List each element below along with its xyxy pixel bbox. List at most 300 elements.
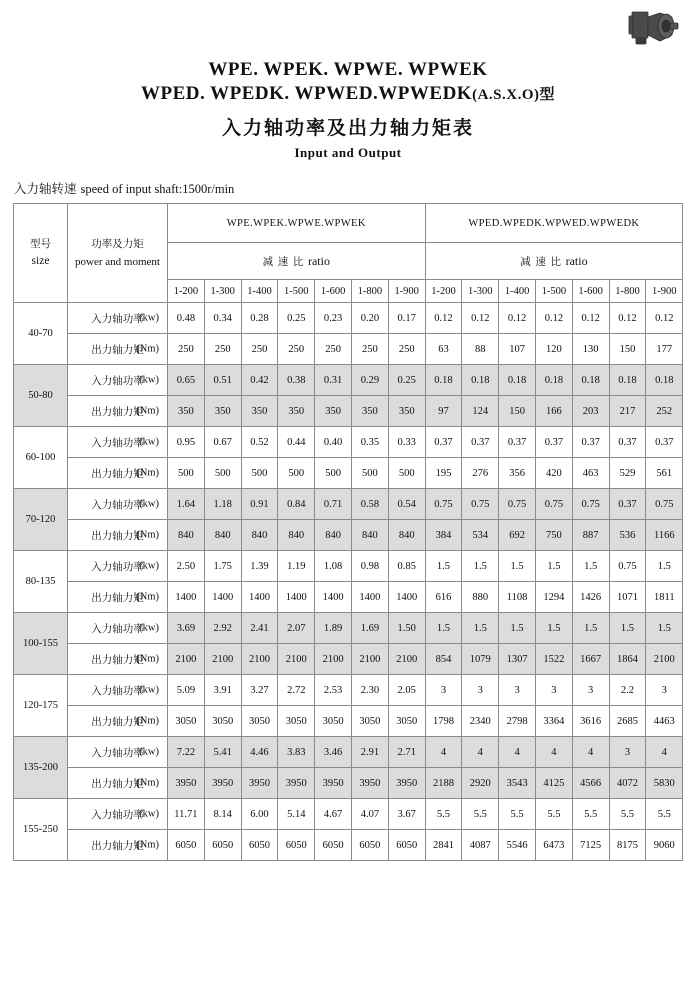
cell-moment-100-155-3: 2100 xyxy=(278,644,315,675)
row-label-output-moment-text: 出力轴力矩 xyxy=(91,406,144,418)
input-speed-label-cn: 入力轴转速 xyxy=(14,181,77,196)
cell-moment-40-70-4: 250 xyxy=(315,334,352,365)
cell-power-120-175-7: 3 xyxy=(425,675,462,706)
cell-power-120-175-12: 2.2 xyxy=(609,675,646,706)
table-row xyxy=(14,799,683,830)
cell-power-100-155-1: 2.92 xyxy=(204,613,241,644)
header-pm-en: power and moment xyxy=(75,255,160,268)
table-row xyxy=(14,644,683,675)
cell-moment-120-175-11: 3616 xyxy=(572,706,609,737)
header-pm-cn: 功率及力矩 xyxy=(91,238,144,250)
cell-moment-50-80-3: 350 xyxy=(278,396,315,427)
page-title-en: Input and Output xyxy=(294,145,402,160)
cell-moment-100-155-4: 2100 xyxy=(315,644,352,675)
cell-power-120-175-8: 3 xyxy=(462,675,499,706)
cell-moment-60-100-6: 500 xyxy=(388,458,425,489)
cell-power-60-100-4: 0.40 xyxy=(315,427,352,458)
ratio-right-6: 1-900 xyxy=(646,280,683,303)
cell-power-70-120-8: 0.75 xyxy=(462,489,499,520)
ratio-left-6: 1-900 xyxy=(388,280,425,303)
cell-moment-135-200-2: 3950 xyxy=(241,768,278,799)
cell-power-120-175-13: 3 xyxy=(646,675,683,706)
cell-moment-80-135-0: 1400 xyxy=(168,582,205,613)
cell-power-80-135-9: 1.5 xyxy=(499,551,536,582)
cell-moment-135-200-3: 3950 xyxy=(278,768,315,799)
cell-moment-100-155-2: 2100 xyxy=(241,644,278,675)
cell-power-80-135-13: 1.5 xyxy=(646,551,683,582)
ratio-right-0: 1-200 xyxy=(425,280,462,303)
cell-power-70-120-6: 0.54 xyxy=(388,489,425,520)
cell-moment-155-250-2: 6050 xyxy=(241,830,278,861)
row-size-50-80: 50-80 xyxy=(14,365,68,427)
cell-power-80-135-1: 1.75 xyxy=(204,551,241,582)
table-row xyxy=(14,582,683,613)
cell-moment-135-200-10: 4125 xyxy=(535,768,572,799)
cell-power-50-80-2: 0.42 xyxy=(241,365,278,396)
cell-power-70-120-1: 1.18 xyxy=(204,489,241,520)
unit-kw: (kw) xyxy=(139,498,159,510)
cell-power-60-100-0: 0.95 xyxy=(168,427,205,458)
cell-moment-50-80-6: 350 xyxy=(388,396,425,427)
cell-moment-40-70-13: 177 xyxy=(646,334,683,365)
cell-moment-50-80-8: 124 xyxy=(462,396,499,427)
row-size-80-135: 80-135 xyxy=(14,551,68,613)
header-size-cn: 型号 xyxy=(30,239,51,250)
row-label-input-power xyxy=(68,427,168,458)
cell-moment-135-200-11: 4566 xyxy=(572,768,609,799)
table-row xyxy=(14,303,683,334)
cell-moment-50-80-10: 166 xyxy=(535,396,572,427)
cell-moment-60-100-3: 500 xyxy=(278,458,315,489)
cell-moment-60-100-0: 500 xyxy=(168,458,205,489)
cell-moment-60-100-7: 195 xyxy=(425,458,462,489)
cell-moment-100-155-12: 1864 xyxy=(609,644,646,675)
cell-moment-80-135-1: 1400 xyxy=(204,582,241,613)
cell-moment-40-70-1: 250 xyxy=(204,334,241,365)
cell-moment-50-80-7: 97 xyxy=(425,396,462,427)
cell-moment-155-250-11: 7125 xyxy=(572,830,609,861)
cell-power-135-200-13: 4 xyxy=(646,737,683,768)
cell-moment-135-200-1: 3950 xyxy=(204,768,241,799)
cell-moment-155-250-0: 6050 xyxy=(168,830,205,861)
cell-power-70-120-7: 0.75 xyxy=(425,489,462,520)
cell-power-135-200-11: 4 xyxy=(572,737,609,768)
cell-power-155-250-8: 5.5 xyxy=(462,799,499,830)
cell-moment-40-70-6: 250 xyxy=(388,334,425,365)
cell-power-70-120-2: 0.91 xyxy=(241,489,278,520)
header-ratio-right-en: ratio xyxy=(565,253,588,268)
cell-power-40-70-3: 0.25 xyxy=(278,303,315,334)
cell-moment-60-100-11: 463 xyxy=(572,458,609,489)
cell-power-80-135-0: 2.50 xyxy=(168,551,205,582)
ratio-right-5: 1-800 xyxy=(609,280,646,303)
cell-power-50-80-7: 0.18 xyxy=(425,365,462,396)
cell-power-135-200-1: 5.41 xyxy=(204,737,241,768)
cell-moment-135-200-12: 4072 xyxy=(609,768,646,799)
cell-power-100-155-12: 1.5 xyxy=(609,613,646,644)
cell-moment-155-250-10: 6473 xyxy=(535,830,572,861)
cell-power-120-175-10: 3 xyxy=(535,675,572,706)
cell-power-40-70-4: 0.23 xyxy=(315,303,352,334)
cell-moment-40-70-10: 120 xyxy=(535,334,572,365)
cell-moment-100-155-13: 2100 xyxy=(646,644,683,675)
cell-moment-40-70-3: 250 xyxy=(278,334,315,365)
ratio-right-2: 1-400 xyxy=(499,280,536,303)
cell-power-50-80-10: 0.18 xyxy=(535,365,572,396)
cell-power-100-155-8: 1.5 xyxy=(462,613,499,644)
table-row xyxy=(14,675,683,706)
page-title-cn: 入力轴功率及出力轴力矩表 xyxy=(221,117,474,139)
cell-power-135-200-10: 4 xyxy=(535,737,572,768)
cell-power-40-70-12: 0.12 xyxy=(609,303,646,334)
row-label-input-power xyxy=(68,613,168,644)
row-label-input-power-text: 入力轴功率 xyxy=(91,561,144,573)
cell-power-60-100-3: 0.44 xyxy=(278,427,315,458)
cell-power-80-135-12: 0.75 xyxy=(609,551,646,582)
cell-moment-80-135-8: 880 xyxy=(462,582,499,613)
ratio-left-4: 1-600 xyxy=(315,280,352,303)
unit-nm: (Nm) xyxy=(136,591,159,603)
cell-power-100-155-10: 1.5 xyxy=(535,613,572,644)
cell-moment-80-135-7: 616 xyxy=(425,582,462,613)
cell-power-40-70-8: 0.12 xyxy=(462,303,499,334)
row-label-output-moment xyxy=(68,706,168,737)
row-size-155-250: 155-250 xyxy=(14,799,68,861)
row-label-output-moment xyxy=(68,644,168,675)
cell-power-80-135-11: 1.5 xyxy=(572,551,609,582)
table-row xyxy=(14,706,683,737)
cell-moment-135-200-7: 2188 xyxy=(425,768,462,799)
input-speed-note xyxy=(14,179,696,197)
table-row xyxy=(14,737,683,768)
cell-moment-50-80-12: 217 xyxy=(609,396,646,427)
cell-moment-70-120-4: 840 xyxy=(315,520,352,551)
input-speed-label-en: speed of input shaft:1500r/min xyxy=(80,182,235,196)
unit-kw: (kw) xyxy=(139,684,159,696)
cell-moment-40-70-5: 250 xyxy=(351,334,388,365)
cell-moment-70-120-10: 750 xyxy=(535,520,572,551)
row-label-output-moment-text: 出力轴力矩 xyxy=(91,654,144,666)
cell-moment-155-250-6: 6050 xyxy=(388,830,425,861)
cell-power-155-250-6: 3.67 xyxy=(388,799,425,830)
cell-power-155-250-4: 4.67 xyxy=(315,799,352,830)
cell-moment-100-155-1: 2100 xyxy=(204,644,241,675)
cell-moment-120-175-6: 3050 xyxy=(388,706,425,737)
cell-power-100-155-2: 2.41 xyxy=(241,613,278,644)
header-ratio-left-en: ratio xyxy=(307,253,330,268)
cell-power-120-175-4: 2.53 xyxy=(315,675,352,706)
cell-moment-80-135-10: 1294 xyxy=(535,582,572,613)
cell-power-155-250-2: 6.00 xyxy=(241,799,278,830)
page-title-line2 xyxy=(0,82,696,107)
row-label-output-moment-text: 出力轴力矩 xyxy=(91,840,144,852)
cell-power-40-70-9: 0.12 xyxy=(499,303,536,334)
cell-power-60-100-8: 0.37 xyxy=(462,427,499,458)
cell-moment-80-135-6: 1400 xyxy=(388,582,425,613)
cell-power-50-80-6: 0.25 xyxy=(388,365,425,396)
cell-moment-120-175-5: 3050 xyxy=(351,706,388,737)
cell-power-155-250-12: 5.5 xyxy=(609,799,646,830)
cell-moment-100-155-9: 1307 xyxy=(499,644,536,675)
cell-power-60-100-12: 0.37 xyxy=(609,427,646,458)
cell-moment-155-250-9: 5546 xyxy=(499,830,536,861)
cell-moment-100-155-8: 1079 xyxy=(462,644,499,675)
header-ratio-right xyxy=(425,243,683,280)
unit-kw: (kw) xyxy=(139,436,159,448)
header-cell-size xyxy=(14,204,68,303)
cell-power-50-80-9: 0.18 xyxy=(499,365,536,396)
header-size-en: size xyxy=(31,255,50,267)
cell-power-155-250-11: 5.5 xyxy=(572,799,609,830)
cell-moment-120-175-2: 3050 xyxy=(241,706,278,737)
cell-moment-70-120-13: 1166 xyxy=(646,520,683,551)
title-suffix: (A.S.X.O)型 xyxy=(472,87,556,103)
cell-moment-70-120-11: 887 xyxy=(572,520,609,551)
cell-moment-155-250-4: 6050 xyxy=(315,830,352,861)
cell-moment-120-175-13: 4463 xyxy=(646,706,683,737)
cell-moment-80-135-13: 1811 xyxy=(646,582,683,613)
unit-nm: (Nm) xyxy=(136,529,159,541)
cell-power-80-135-10: 1.5 xyxy=(535,551,572,582)
header-group-right: WPED.WPEDK.WPWED.WPWEDK xyxy=(425,204,683,243)
cell-power-100-155-5: 1.69 xyxy=(351,613,388,644)
cell-moment-50-80-2: 350 xyxy=(241,396,278,427)
row-label-input-power xyxy=(68,737,168,768)
cell-moment-40-70-0: 250 xyxy=(168,334,205,365)
header-ratio-left xyxy=(168,243,426,280)
row-label-output-moment-text: 出力轴力矩 xyxy=(91,716,144,728)
cell-moment-80-135-4: 1400 xyxy=(315,582,352,613)
unit-nm: (Nm) xyxy=(136,839,159,851)
cell-moment-50-80-0: 350 xyxy=(168,396,205,427)
cell-moment-80-135-11: 1426 xyxy=(572,582,609,613)
cell-power-100-155-11: 1.5 xyxy=(572,613,609,644)
cell-moment-70-120-0: 840 xyxy=(168,520,205,551)
cell-power-100-155-3: 2.07 xyxy=(278,613,315,644)
ratio-right-1: 1-300 xyxy=(462,280,499,303)
row-size-40-70: 40-70 xyxy=(14,303,68,365)
cell-moment-120-175-7: 1798 xyxy=(425,706,462,737)
cell-power-80-135-2: 1.39 xyxy=(241,551,278,582)
cell-power-120-175-5: 2.30 xyxy=(351,675,388,706)
unit-kw: (kw) xyxy=(139,808,159,820)
cell-moment-120-175-1: 3050 xyxy=(204,706,241,737)
cell-power-135-200-5: 2.91 xyxy=(351,737,388,768)
cell-moment-155-250-3: 6050 xyxy=(278,830,315,861)
cell-power-100-155-9: 1.5 xyxy=(499,613,536,644)
cell-moment-155-250-1: 6050 xyxy=(204,830,241,861)
cell-power-120-175-9: 3 xyxy=(499,675,536,706)
cell-power-40-70-2: 0.28 xyxy=(241,303,278,334)
row-label-input-power-text: 入力轴功率 xyxy=(91,499,144,511)
cell-moment-60-100-9: 356 xyxy=(499,458,536,489)
cell-moment-50-80-9: 150 xyxy=(499,396,536,427)
ratio-right-3: 1-500 xyxy=(535,280,572,303)
row-size-135-200: 135-200 xyxy=(14,737,68,799)
cell-moment-70-120-6: 840 xyxy=(388,520,425,551)
table-row xyxy=(14,458,683,489)
row-label-output-moment-text: 出力轴力矩 xyxy=(91,530,144,542)
cell-power-120-175-0: 5.09 xyxy=(168,675,205,706)
cell-moment-135-200-9: 3543 xyxy=(499,768,536,799)
unit-nm: (Nm) xyxy=(136,653,159,665)
cell-power-50-80-0: 0.65 xyxy=(168,365,205,396)
cell-power-120-175-3: 2.72 xyxy=(278,675,315,706)
row-label-input-power-text: 入力轴功率 xyxy=(91,437,144,449)
cell-moment-70-120-3: 840 xyxy=(278,520,315,551)
cell-power-70-120-10: 0.75 xyxy=(535,489,572,520)
cell-moment-60-100-12: 529 xyxy=(609,458,646,489)
row-label-output-moment xyxy=(68,830,168,861)
cell-power-135-200-12: 3 xyxy=(609,737,646,768)
row-label-input-power xyxy=(68,799,168,830)
title-line1-text: WPE. WPEK. WPWE. WPWEK xyxy=(208,59,488,80)
cell-power-135-200-0: 7.22 xyxy=(168,737,205,768)
cell-moment-120-175-3: 3050 xyxy=(278,706,315,737)
cell-power-60-100-5: 0.35 xyxy=(351,427,388,458)
cell-power-100-155-0: 3.69 xyxy=(168,613,205,644)
cell-moment-120-175-0: 3050 xyxy=(168,706,205,737)
cell-moment-155-250-5: 6050 xyxy=(351,830,388,861)
cell-moment-60-100-13: 561 xyxy=(646,458,683,489)
table-row xyxy=(14,551,683,582)
cell-moment-50-80-5: 350 xyxy=(351,396,388,427)
row-label-input-power xyxy=(68,489,168,520)
cell-moment-155-250-13: 9060 xyxy=(646,830,683,861)
cell-moment-135-200-13: 5830 xyxy=(646,768,683,799)
ratio-left-5: 1-800 xyxy=(351,280,388,303)
ratio-left-1: 1-300 xyxy=(204,280,241,303)
cell-moment-40-70-8: 88 xyxy=(462,334,499,365)
cell-moment-120-175-10: 3364 xyxy=(535,706,572,737)
row-label-output-moment-text: 出力轴力矩 xyxy=(91,344,144,356)
cell-power-120-175-11: 3 xyxy=(572,675,609,706)
cell-moment-100-155-6: 2100 xyxy=(388,644,425,675)
cell-moment-100-155-11: 1667 xyxy=(572,644,609,675)
header-ratio-right-cn: 减 速 比 xyxy=(520,256,562,268)
table-row xyxy=(14,365,683,396)
cell-power-80-135-3: 1.19 xyxy=(278,551,315,582)
cell-moment-80-135-2: 1400 xyxy=(241,582,278,613)
ratio-left-2: 1-400 xyxy=(241,280,278,303)
cell-power-70-120-5: 0.58 xyxy=(351,489,388,520)
cell-power-50-80-1: 0.51 xyxy=(204,365,241,396)
cell-moment-70-120-5: 840 xyxy=(351,520,388,551)
cell-power-50-80-5: 0.29 xyxy=(351,365,388,396)
cell-moment-135-200-5: 3950 xyxy=(351,768,388,799)
cell-moment-70-120-9: 692 xyxy=(499,520,536,551)
cell-moment-80-135-3: 1400 xyxy=(278,582,315,613)
cell-power-60-100-13: 0.37 xyxy=(646,427,683,458)
cell-moment-50-80-1: 350 xyxy=(204,396,241,427)
unit-nm: (Nm) xyxy=(136,467,159,479)
cell-power-70-120-0: 1.64 xyxy=(168,489,205,520)
row-label-input-power xyxy=(68,365,168,396)
row-label-output-moment xyxy=(68,458,168,489)
table-row xyxy=(14,489,683,520)
row-label-input-power-text: 入力轴功率 xyxy=(91,375,144,387)
cell-power-40-70-11: 0.12 xyxy=(572,303,609,334)
cell-power-135-200-9: 4 xyxy=(499,737,536,768)
cell-power-155-250-10: 5.5 xyxy=(535,799,572,830)
table-row xyxy=(14,520,683,551)
cell-moment-120-175-8: 2340 xyxy=(462,706,499,737)
page-title-line1 xyxy=(0,58,696,82)
cell-power-50-80-3: 0.38 xyxy=(278,365,315,396)
unit-kw: (kw) xyxy=(139,622,159,634)
cell-power-50-80-11: 0.18 xyxy=(572,365,609,396)
cell-moment-100-155-0: 2100 xyxy=(168,644,205,675)
cell-moment-60-100-1: 500 xyxy=(204,458,241,489)
cell-power-60-100-6: 0.33 xyxy=(388,427,425,458)
cell-moment-135-200-6: 3950 xyxy=(388,768,425,799)
table-row xyxy=(14,396,683,427)
cell-moment-100-155-5: 2100 xyxy=(351,644,388,675)
cell-moment-40-70-2: 250 xyxy=(241,334,278,365)
row-label-input-power-text: 入力轴功率 xyxy=(91,747,144,759)
cell-power-155-250-1: 8.14 xyxy=(204,799,241,830)
row-size-120-175: 120-175 xyxy=(14,675,68,737)
cell-power-60-100-7: 0.37 xyxy=(425,427,462,458)
cell-power-135-200-4: 3.46 xyxy=(315,737,352,768)
cell-power-60-100-2: 0.52 xyxy=(241,427,278,458)
header-ratio-left-cn: 减 速 比 xyxy=(262,256,305,268)
cell-moment-50-80-4: 350 xyxy=(315,396,352,427)
unit-kw: (kw) xyxy=(139,746,159,758)
cell-moment-135-200-8: 2920 xyxy=(462,768,499,799)
title-block xyxy=(0,0,696,161)
cell-moment-70-120-12: 536 xyxy=(609,520,646,551)
cell-moment-135-200-0: 3950 xyxy=(168,768,205,799)
table-row xyxy=(14,830,683,861)
cell-power-120-175-2: 3.27 xyxy=(241,675,278,706)
cell-power-40-70-0: 0.48 xyxy=(168,303,205,334)
table-row xyxy=(14,613,683,644)
row-label-input-power-text: 入力轴功率 xyxy=(91,313,144,325)
cell-power-40-70-5: 0.20 xyxy=(351,303,388,334)
unit-nm: (Nm) xyxy=(136,405,159,417)
cell-power-135-200-2: 4.46 xyxy=(241,737,278,768)
cell-moment-70-120-2: 840 xyxy=(241,520,278,551)
ratio-left-3: 1-500 xyxy=(278,280,315,303)
cell-power-120-175-1: 3.91 xyxy=(204,675,241,706)
cell-power-50-80-8: 0.18 xyxy=(462,365,499,396)
cell-moment-60-100-2: 500 xyxy=(241,458,278,489)
gear-motor-icon xyxy=(626,8,680,50)
cell-power-50-80-4: 0.31 xyxy=(315,365,352,396)
unit-kw: (kw) xyxy=(139,560,159,572)
cell-power-70-120-11: 0.75 xyxy=(572,489,609,520)
cell-moment-70-120-7: 384 xyxy=(425,520,462,551)
row-size-60-100: 60-100 xyxy=(14,427,68,489)
cell-power-155-250-9: 5.5 xyxy=(499,799,536,830)
cell-power-40-70-1: 0.34 xyxy=(204,303,241,334)
cell-power-155-250-13: 5.5 xyxy=(646,799,683,830)
row-label-input-power xyxy=(68,551,168,582)
cell-moment-70-120-1: 840 xyxy=(204,520,241,551)
cell-power-40-70-13: 0.12 xyxy=(646,303,683,334)
row-label-input-power-text: 入力轴功率 xyxy=(91,623,144,635)
cell-moment-100-155-10: 1522 xyxy=(535,644,572,675)
power-moment-table xyxy=(13,203,683,861)
cell-moment-50-80-11: 203 xyxy=(572,396,609,427)
cell-power-80-135-5: 0.98 xyxy=(351,551,388,582)
row-label-output-moment-text: 出力轴力矩 xyxy=(91,778,144,790)
row-label-output-moment-text: 出力轴力矩 xyxy=(91,468,144,480)
header-group-left: WPE.WPEK.WPWE.WPWEK xyxy=(168,204,426,243)
table-header-row-groups xyxy=(14,204,683,243)
row-label-output-moment xyxy=(68,768,168,799)
